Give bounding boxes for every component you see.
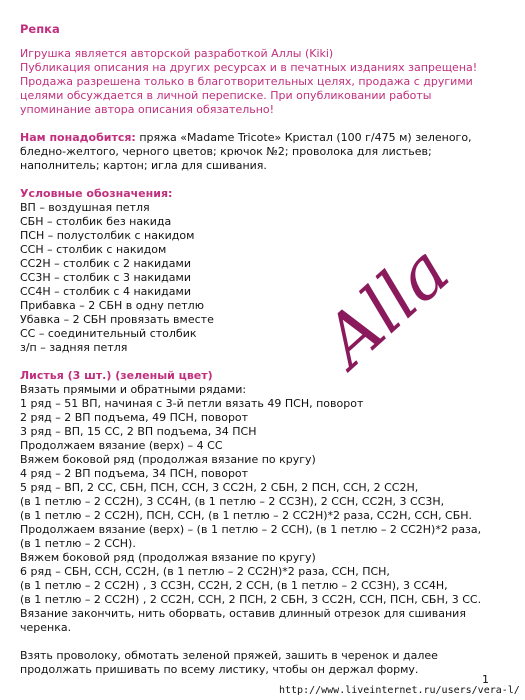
page-title: Репка (20, 22, 60, 36)
instruction-line: Вяжем боковой ряд (продолжая вязание по кругу) (20, 453, 316, 466)
instruction-line: продолжать пришивать по всему листику, чтобы он держал форму. (20, 663, 419, 676)
instruction-line: 2 ряд – 2 ВП подъема, 49 ПСН, поворот (20, 411, 249, 424)
instruction-line: Вязать прямыми и обратными рядами: (20, 383, 247, 396)
instruction-line: черенка. (20, 621, 72, 634)
instruction-line: (в 1 петлю – 2 ССН). (20, 537, 136, 550)
instruction-line: 1 ряд – 51 ВП, начиная с 3-й петли вязать 49 ПСН, поворот (20, 397, 364, 410)
intro-line: Продажа разрешена только в благотворительных целях, продажа с другими (20, 75, 473, 88)
instruction-line: 4 ряд – 2 ВП подъема, 34 ПСН, поворот (20, 467, 249, 480)
legend-item: СС – соединительный столбик (20, 327, 197, 340)
instruction-line: 3 ряд – ВП, 15 СС, 2 ВП подъема, 34 ПСН (20, 425, 257, 438)
legend-item: ССН – столбик с накидом (20, 243, 167, 256)
instruction-line: (в 1 петлю – 2 СС2Н), ПСН, ССН, (в 1 петлю – 2 СС2Н)*2 раза, СС2Н, ССН, СБН. (20, 509, 473, 522)
instruction-line: Продолжаем вязание (верх) – (в 1 петлю – 2 ССН), (в 1 петлю – 2 СС2Н)*2 раза, (20, 523, 482, 536)
instruction-line: 6 ряд – СБН, ССН, СС2Н, (в 1 петлю – 2 СС2Н)*2 раза, ССН, ПСН, (20, 565, 390, 578)
intro-line: Публикация описания на других ресурсах и в печатных изданиях запрещена! (20, 61, 478, 74)
instruction-line: 5 ряд – ВП, 2 СС, СБН, ПСН, ССН, 3 СС2Н, 2 СБН, 2 ПСН, ССН, 2 СС2Н, (20, 481, 419, 494)
materials-text: пряжа «Madame Tricote» Кристал (100 г/475 м) зеленого, (135, 131, 472, 144)
legend-item: з/п – задняя петля (20, 341, 128, 354)
legend-item: ВП – воздушная петля (20, 201, 150, 214)
instruction-line: Вязание закончить, нить оборвать, оставив длинный отрезок для сшивания (20, 607, 466, 620)
logo-text: Alla (308, 229, 465, 382)
intro-line: упоминание автора описания обязательно! (20, 103, 275, 116)
instruction-line: Вяжем боковой ряд (продолжая вязание по кругу) (20, 551, 316, 564)
legend-item: СС3Н – столбик с 3 накидами (20, 271, 191, 284)
intro-line: Игрушка является авторской разработкой Аллы (Kiki) (20, 47, 334, 60)
materials-first-line (20, 131, 520, 145)
leaves-after (20, 649, 520, 677)
materials-line: наполнитель; картон; игла для сшивания. (20, 159, 267, 172)
instruction-line: (в 1 петлю – 2 СС2Н) , 3 СС3Н, СС2Н, 2 ССН, (в 1 петлю – 2 СС3Н), 3 СС4Н, (20, 579, 448, 592)
footer-url[interactable]: http://www.liveinternet.ru/users/vera-l/ (279, 685, 520, 696)
legend-item: СС4Н – столбик с 4 накидами (20, 285, 191, 298)
legend-item: СБН – столбик без накида (20, 215, 172, 228)
instruction-line: Взять проволоку, обмотать зеленой пряжей, зашить в черенок и далее (20, 649, 438, 662)
materials-block (20, 131, 520, 173)
legend-item: Прибавка – 2 СБН в одну петлю (20, 299, 204, 312)
leaves-title: Листья (3 шт.) (зеленый цвет) (20, 369, 213, 382)
legend-title: Условные обозначения: (20, 187, 173, 200)
instruction-line: (в 1 петлю – 2 СС2Н) , 2 СС2Н, ССН, 2 ПСН, 2 СБН, 3 СС2Н, ССН, ПСН, СБН, 3 СС. (20, 593, 482, 606)
document-page (20, 22, 520, 677)
materials-line: бледно-желтого, черного цветов; крючок №2; проволока для листьев; (20, 145, 432, 158)
leaves-instructions (20, 383, 520, 635)
intro-block (20, 47, 520, 117)
intro-line: целями обсуждается в личной переписке. При опубликовании работы (20, 89, 432, 102)
legend-item: Убавка – 2 СБН провязать вместе (20, 313, 214, 326)
instruction-line: Продолжаем вязание (верх) – 4 СС (20, 439, 223, 452)
materials-label: Нам понадобится: (20, 131, 136, 144)
legend-item: СС2Н – столбик с 2 накидами (20, 257, 191, 270)
page-number: 1 (482, 673, 489, 686)
legend-item: ПСН – полустолбик с накидом (20, 229, 195, 242)
instruction-line: (в 1 петлю – 2 СС2Н), 3 СС4Н, (в 1 петлю – 2 СС3Н), 2 ССН, СС2Н, 3 СС3Н, (20, 495, 445, 508)
alla-signature-logo (288, 205, 465, 382)
